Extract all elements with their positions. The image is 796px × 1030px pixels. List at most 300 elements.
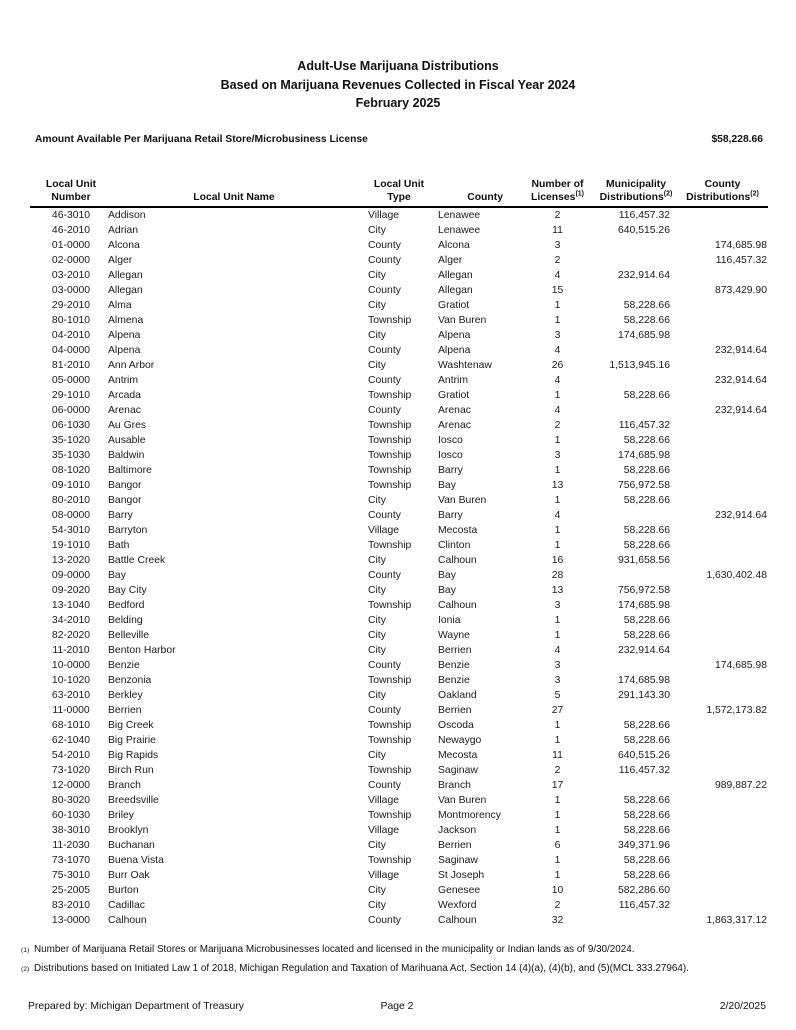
cell-county: Berrien: [438, 705, 472, 717]
table-row: [30, 793, 768, 808]
cell-county: Gratiot: [438, 390, 470, 402]
cell-local-unit-type: County: [368, 285, 401, 297]
cell-local-unit-type: Township: [368, 675, 412, 687]
table-row: [30, 418, 768, 433]
cell-number-of-licenses: 4: [554, 405, 561, 417]
cell-county: Bay: [438, 570, 456, 582]
cell-local-unit-name: Belleville: [108, 630, 150, 642]
cell-local-unit-name: Alma: [108, 300, 132, 312]
cell-local-unit-number: 82-2020: [51, 630, 91, 642]
cell-local-unit-type: County: [368, 510, 401, 522]
cell-county-distribution: [677, 808, 768, 823]
cell-number-of-licenses: 1: [554, 390, 561, 402]
table-row: [30, 748, 768, 763]
cell-local-unit-number: 11-2010: [52, 645, 90, 657]
cell-local-unit-type: Village: [368, 210, 400, 222]
table-row: [30, 207, 768, 223]
cell-county: Alger: [438, 255, 463, 267]
cell-municipality-distribution: 58,228.66: [623, 465, 670, 477]
cell-local-unit-type: Township: [368, 480, 412, 492]
cell-local-unit-number: 08-0000: [51, 510, 91, 522]
cell-local-unit-name: Barryton: [108, 525, 148, 537]
table-row: [30, 613, 768, 628]
cell-local-unit-type: Township: [368, 450, 412, 462]
cell-local-unit-number: 29-2010: [51, 300, 91, 312]
cell-municipality-distribution: 58,228.66: [623, 825, 670, 837]
cell-county: Allegan: [438, 285, 473, 297]
cell-municipality-distribution: 116,457.32: [618, 900, 670, 912]
cell-number-of-licenses: 3: [554, 600, 561, 612]
table-row: [30, 223, 768, 238]
cell-number-of-licenses: 1: [554, 525, 561, 537]
cell-local-unit-name: Bedford: [108, 600, 145, 612]
table-row: [30, 313, 768, 328]
amount-available-value: $58,228.66: [711, 134, 763, 145]
cell-local-unit-name: Ann Arbor: [108, 360, 155, 372]
cell-local-unit-name: Baldwin: [108, 450, 145, 462]
cell-county: Berrien: [438, 645, 472, 657]
cell-local-unit-number: 08-1020: [51, 465, 91, 477]
cell-county: Branch: [438, 780, 471, 792]
cell-local-unit-type: County: [368, 345, 401, 357]
cell-number-of-licenses: 11: [552, 225, 563, 237]
cell-number-of-licenses: 1: [554, 315, 561, 327]
cell-county: St Joseph: [438, 870, 485, 882]
cell-municipality-distribution: [595, 913, 677, 928]
cell-local-unit-name: Buchanan: [108, 840, 155, 852]
cell-local-unit-name: Allegan: [108, 270, 143, 282]
cell-local-unit-type: City: [368, 750, 386, 762]
cell-local-unit-type: County: [368, 240, 401, 252]
distributions-table: [30, 178, 768, 928]
cell-local-unit-name: Berkley: [108, 690, 143, 702]
cell-local-unit-type: City: [368, 615, 386, 627]
cell-local-unit-number: 80-2010: [51, 495, 91, 507]
table-row: [30, 853, 768, 868]
cell-county-distribution: [677, 628, 768, 643]
cell-local-unit-type: City: [368, 645, 386, 657]
cell-municipality-distribution: 58,228.66: [623, 855, 670, 867]
cell-municipality-distribution: [595, 568, 677, 583]
cell-local-unit-name: Burr Oak: [108, 870, 150, 882]
cell-county-distribution: [677, 898, 768, 913]
table-row: [30, 388, 768, 403]
cell-local-unit-number: 11-0000: [52, 705, 90, 717]
cell-local-unit-number: 62-1040: [51, 735, 91, 747]
table-row: [30, 433, 768, 448]
cell-number-of-licenses: 3: [554, 240, 561, 252]
cell-county: Van Buren: [438, 795, 487, 807]
cell-county: Montmorency: [438, 810, 501, 822]
cell-local-unit-name: Berrien: [108, 705, 142, 717]
cell-county: Berrien: [438, 840, 472, 852]
page-footer: [28, 1001, 766, 1012]
cell-local-unit-type: County: [368, 660, 401, 672]
table-row: [30, 733, 768, 748]
cell-number-of-licenses: 1: [554, 615, 561, 627]
table-row: [30, 823, 768, 838]
cell-local-unit-number: 46-3010: [51, 210, 91, 222]
cell-number-of-licenses: 3: [554, 675, 561, 687]
cell-number-of-licenses: 1: [554, 630, 561, 642]
cell-number-of-licenses: 11: [552, 750, 563, 762]
cell-number-of-licenses: 1: [554, 540, 561, 552]
cell-local-unit-number: 54-3010: [51, 525, 91, 537]
cell-local-unit-number: 19-1010: [51, 540, 91, 552]
cell-county-distribution: [677, 207, 768, 223]
cell-number-of-licenses: 32: [551, 915, 564, 927]
cell-number-of-licenses: 1: [554, 465, 561, 477]
amount-available-label: Amount Available Per Marijuana Retail Store/Microbusiness License: [35, 134, 368, 145]
title-line-1: Adult-Use Marijuana Distributions: [297, 59, 499, 73]
cell-number-of-licenses: 3: [554, 450, 561, 462]
table-row: [30, 538, 768, 553]
footer-date: 2/20/2025: [719, 1001, 766, 1012]
cell-local-unit-name: Buena Vista: [108, 855, 164, 867]
cell-local-unit-type: City: [368, 885, 386, 897]
table-row: [30, 703, 768, 718]
cell-municipality-distribution: 58,228.66: [623, 630, 670, 642]
cell-municipality-distribution: 640,515.26: [617, 225, 670, 237]
cell-municipality-distribution: 756,972.58: [617, 480, 670, 492]
cell-municipality-distribution: [595, 508, 677, 523]
cell-local-unit-type: City: [368, 840, 386, 852]
cell-municipality-distribution: 58,228.66: [623, 735, 670, 747]
cell-county: Calhoun: [438, 555, 477, 567]
table-row: [30, 898, 768, 913]
cell-municipality-distribution: 116,457.32: [618, 420, 670, 432]
cell-local-unit-number: 29-1010: [51, 390, 91, 402]
table-row: [30, 913, 768, 928]
table-row: [30, 808, 768, 823]
cell-local-unit-type: County: [368, 375, 401, 387]
table-row: [30, 328, 768, 343]
cell-municipality-distribution: [595, 253, 677, 268]
table-row: [30, 268, 768, 283]
cell-local-unit-number: 54-2010: [51, 750, 91, 762]
cell-local-unit-type: Township: [368, 765, 412, 777]
cell-local-unit-number: 06-1030: [51, 420, 91, 432]
cell-local-unit-type: Township: [368, 855, 412, 867]
cell-municipality-distribution: 291,143.30: [617, 690, 670, 702]
cell-municipality-distribution: [595, 703, 677, 718]
cell-number-of-licenses: 1: [554, 810, 561, 822]
cell-number-of-licenses: 16: [551, 555, 564, 567]
cell-local-unit-number: 04-2010: [51, 330, 91, 342]
cell-number-of-licenses: 1: [554, 870, 561, 882]
table-row: [30, 643, 768, 658]
cell-county: Wayne: [438, 630, 470, 642]
cell-local-unit-number: 05-0000: [51, 375, 91, 387]
cell-municipality-distribution: 232,914.64: [617, 645, 670, 657]
cell-county-distribution: [677, 268, 768, 283]
cell-municipality-distribution: 58,228.66: [623, 810, 670, 822]
cell-local-unit-name: Cadillac: [108, 900, 145, 912]
cell-local-unit-type: Village: [368, 525, 400, 537]
cell-local-unit-name: Benton Harbor: [108, 645, 176, 657]
cell-municipality-distribution: [595, 658, 677, 673]
amount-available-row: [35, 134, 763, 145]
cell-local-unit-name: Bay: [108, 570, 126, 582]
cell-county-distribution: 232,914.64: [714, 510, 767, 522]
footnote-2-text: Distributions based on Initiated Law 1 of 2018, Michigan Regulation and Taxation of Marihuana Act, Section 14 (4)(a), (4)(b), and (5)(MCL 333.27964).: [34, 963, 689, 974]
cell-local-unit-name: Burton: [108, 885, 139, 897]
table-row: [30, 358, 768, 373]
cell-county-distribution: [677, 793, 768, 808]
footnote-ref-1: (1): [575, 190, 585, 198]
cell-county-distribution: [677, 358, 768, 373]
cell-county-distribution: 116,457.32: [715, 255, 767, 267]
cell-municipality-distribution: 174,685.98: [617, 450, 670, 462]
table-row: [30, 883, 768, 898]
cell-county: Mecosta: [438, 750, 478, 762]
table-row: [30, 373, 768, 388]
cell-local-unit-type: County: [368, 780, 401, 792]
cell-county-distribution: [677, 523, 768, 538]
cell-local-unit-type: County: [368, 705, 401, 717]
cell-local-unit-number: 13-2020: [51, 555, 91, 567]
cell-local-unit-name: Benzonia: [108, 675, 152, 687]
cell-local-unit-number: 34-2010: [51, 615, 91, 627]
cell-local-unit-type: City: [368, 270, 386, 282]
cell-local-unit-type: City: [368, 330, 386, 342]
table-row: [30, 628, 768, 643]
cell-local-unit-name: Alger: [108, 255, 133, 267]
cell-local-unit-number: 02-0000: [51, 255, 91, 267]
cell-municipality-distribution: 582,286.60: [617, 885, 670, 897]
header-county: County: [430, 178, 520, 207]
distributions-table-wrap: [30, 178, 768, 928]
cell-local-unit-number: 46-2010: [51, 225, 91, 237]
page-number: Page 2: [380, 1001, 414, 1012]
cell-local-unit-name: Birch Run: [108, 765, 154, 777]
cell-county: Gratiot: [438, 300, 470, 312]
cell-number-of-licenses: 2: [554, 255, 561, 267]
cell-county: Iosco: [438, 450, 463, 462]
cell-municipality-distribution: 58,228.66: [623, 615, 670, 627]
cell-local-unit-name: Breedsville: [108, 795, 159, 807]
cell-local-unit-type: Village: [368, 795, 400, 807]
cell-county: Arenac: [438, 420, 471, 432]
cell-number-of-licenses: 2: [554, 420, 561, 432]
cell-local-unit-number: 12-0000: [51, 780, 91, 792]
cell-local-unit-name: Big Rapids: [108, 750, 159, 762]
table-row: [30, 448, 768, 463]
cell-number-of-licenses: 1: [554, 795, 561, 807]
cell-county: Barry: [438, 465, 463, 477]
cell-county-distribution: [677, 823, 768, 838]
cell-municipality-distribution: 58,228.66: [623, 390, 670, 402]
cell-county: Van Buren: [438, 495, 487, 507]
cell-number-of-licenses: 1: [554, 855, 561, 867]
cell-municipality-distribution: 931,658.56: [617, 555, 670, 567]
cell-number-of-licenses: 4: [554, 510, 561, 522]
cell-county-distribution: [677, 433, 768, 448]
cell-local-unit-name: Antrim: [108, 375, 139, 387]
cell-county-distribution: [677, 613, 768, 628]
cell-local-unit-type: Township: [368, 435, 412, 447]
header-local-unit-type: Local Unit Type: [360, 178, 430, 207]
cell-municipality-distribution: 116,457.32: [618, 210, 670, 222]
cell-number-of-licenses: 5: [554, 690, 561, 702]
header-municipality-distributions: Municipality Distributions$^{(2)}$: [595, 178, 677, 207]
table-row: [30, 403, 768, 418]
cell-municipality-distribution: 58,228.66: [623, 315, 670, 327]
cell-local-unit-number: 03-2010: [51, 270, 91, 282]
cell-local-unit-name: Allegan: [108, 285, 143, 297]
cell-local-unit-type: County: [368, 255, 401, 267]
cell-number-of-licenses: 1: [554, 495, 561, 507]
cell-county-distribution: [677, 553, 768, 568]
header-number-of-licenses: Number of Licenses$^{(1)}$: [520, 178, 595, 207]
cell-local-unit-number: 03-0000: [51, 285, 91, 297]
cell-municipality-distribution: 58,228.66: [623, 795, 670, 807]
cell-number-of-licenses: 26: [551, 360, 564, 372]
cell-county-distribution: [677, 298, 768, 313]
table-row: [30, 493, 768, 508]
cell-municipality-distribution: [595, 238, 677, 253]
cell-number-of-licenses: 4: [554, 375, 561, 387]
cell-municipality-distribution: 174,685.98: [617, 675, 670, 687]
cell-county-distribution: [677, 478, 768, 493]
cell-municipality-distribution: 349,371.96: [617, 840, 670, 852]
cell-municipality-distribution: 756,972.58: [617, 585, 670, 597]
cell-county: Alpena: [438, 330, 471, 342]
table-row: [30, 463, 768, 478]
cell-local-unit-name: Alcona: [108, 240, 140, 252]
footnotes: [21, 941, 776, 979]
cell-county: Allegan: [438, 270, 473, 282]
cell-number-of-licenses: 4: [554, 645, 561, 657]
cell-municipality-distribution: 1,513,945.16: [609, 360, 670, 372]
cell-county: Mecosta: [438, 525, 478, 537]
cell-local-unit-number: 38-3010: [51, 825, 91, 837]
cell-county: Jackson: [438, 825, 477, 837]
cell-local-unit-type: City: [368, 630, 386, 642]
cell-local-unit-type: City: [368, 690, 386, 702]
cell-local-unit-name: Ausable: [108, 435, 146, 447]
cell-municipality-distribution: [595, 373, 677, 388]
cell-county-distribution: [677, 418, 768, 433]
cell-municipality-distribution: 116,457.32: [618, 765, 670, 777]
cell-county: Newaygo: [438, 735, 482, 747]
cell-municipality-distribution: 58,228.66: [623, 525, 670, 537]
table-row: [30, 508, 768, 523]
cell-municipality-distribution: 58,228.66: [623, 300, 670, 312]
title-line-3: February 2025: [355, 96, 441, 110]
cell-local-unit-name: Calhoun: [108, 915, 147, 927]
cell-local-unit-name: Au Gres: [108, 420, 147, 432]
header-local-unit-number: Local Unit Number: [30, 178, 98, 207]
cell-county: Saginaw: [438, 855, 478, 867]
cell-county-distribution: [677, 733, 768, 748]
cell-local-unit-name: Branch: [108, 780, 141, 792]
cell-local-unit-number: 75-3010: [51, 870, 91, 882]
document-title: [0, 57, 796, 113]
cell-county-distribution: 232,914.64: [714, 405, 767, 417]
cell-local-unit-type: City: [368, 225, 386, 237]
table-row: [30, 343, 768, 358]
cell-number-of-licenses: 1: [554, 435, 561, 447]
cell-local-unit-type: Township: [368, 735, 412, 747]
table-row: [30, 583, 768, 598]
cell-county: Van Buren: [438, 315, 487, 327]
cell-local-unit-number: 06-0000: [51, 405, 91, 417]
table-row: [30, 238, 768, 253]
cell-county: Iosco: [438, 435, 463, 447]
prepared-by: Prepared by: Michigan Department of Treasury: [28, 1001, 244, 1012]
cell-local-unit-number: 11-2030: [52, 840, 90, 852]
cell-local-unit-name: Baltimore: [108, 465, 152, 477]
cell-number-of-licenses: 13: [551, 585, 564, 597]
cell-local-unit-name: Alpena: [108, 330, 141, 342]
cell-local-unit-name: Belding: [108, 615, 143, 627]
cell-local-unit-type: City: [368, 900, 386, 912]
cell-county-distribution: [677, 718, 768, 733]
cell-county-distribution: [677, 313, 768, 328]
cell-local-unit-number: 09-2020: [51, 585, 91, 597]
cell-county-distribution: [677, 388, 768, 403]
cell-municipality-distribution: [595, 778, 677, 793]
cell-municipality-distribution: 640,515.26: [617, 750, 670, 762]
cell-local-unit-number: 63-2010: [51, 690, 91, 702]
cell-county: Bay: [438, 585, 456, 597]
table-row: [30, 553, 768, 568]
cell-local-unit-number: 83-2010: [51, 900, 91, 912]
cell-number-of-licenses: 1: [554, 825, 561, 837]
cell-county: Antrim: [438, 375, 469, 387]
cell-number-of-licenses: 2: [554, 900, 561, 912]
cell-number-of-licenses: 1: [554, 735, 561, 747]
table-row: [30, 253, 768, 268]
table-row: [30, 478, 768, 493]
table-row: [30, 298, 768, 313]
cell-local-unit-name: Benzie: [108, 660, 140, 672]
cell-local-unit-name: Arcada: [108, 390, 141, 402]
cell-local-unit-type: Township: [368, 390, 412, 402]
cell-county: Barry: [438, 510, 463, 522]
cell-local-unit-type: County: [368, 915, 401, 927]
cell-county: Bay: [438, 480, 456, 492]
cell-number-of-licenses: 6: [554, 840, 561, 852]
cell-local-unit-number: 80-3020: [51, 795, 91, 807]
header-county-distributions: County Distributions$^{(2)}$: [677, 178, 768, 207]
cell-local-unit-type: Township: [368, 540, 412, 552]
cell-municipality-distribution: [595, 283, 677, 298]
cell-local-unit-name: Battle Creek: [108, 555, 166, 567]
cell-local-unit-type: Township: [368, 465, 412, 477]
cell-county: Oakland: [438, 690, 477, 702]
cell-local-unit-number: 25-2005: [51, 885, 91, 897]
cell-number-of-licenses: 28: [551, 570, 564, 582]
footnote-2: [21, 960, 776, 979]
cell-county-distribution: [677, 883, 768, 898]
cell-county-distribution: 1,863,317.12: [706, 915, 767, 927]
cell-number-of-licenses: 1: [554, 300, 561, 312]
cell-local-unit-number: 04-0000: [51, 345, 91, 357]
cell-number-of-licenses: 1: [554, 720, 561, 732]
cell-local-unit-number: 09-0000: [51, 570, 91, 582]
cell-county: Lenawee: [438, 225, 481, 237]
cell-county-distribution: 873,429.90: [714, 285, 767, 297]
cell-local-unit-name: Big Creek: [108, 720, 154, 732]
cell-local-unit-number: 10-1020: [51, 675, 91, 687]
cell-municipality-distribution: 58,228.66: [623, 435, 670, 447]
cell-local-unit-type: City: [368, 585, 386, 597]
cell-local-unit-type: City: [368, 495, 386, 507]
cell-local-unit-number: 35-1020: [51, 435, 91, 447]
cell-county-distribution: [677, 583, 768, 598]
